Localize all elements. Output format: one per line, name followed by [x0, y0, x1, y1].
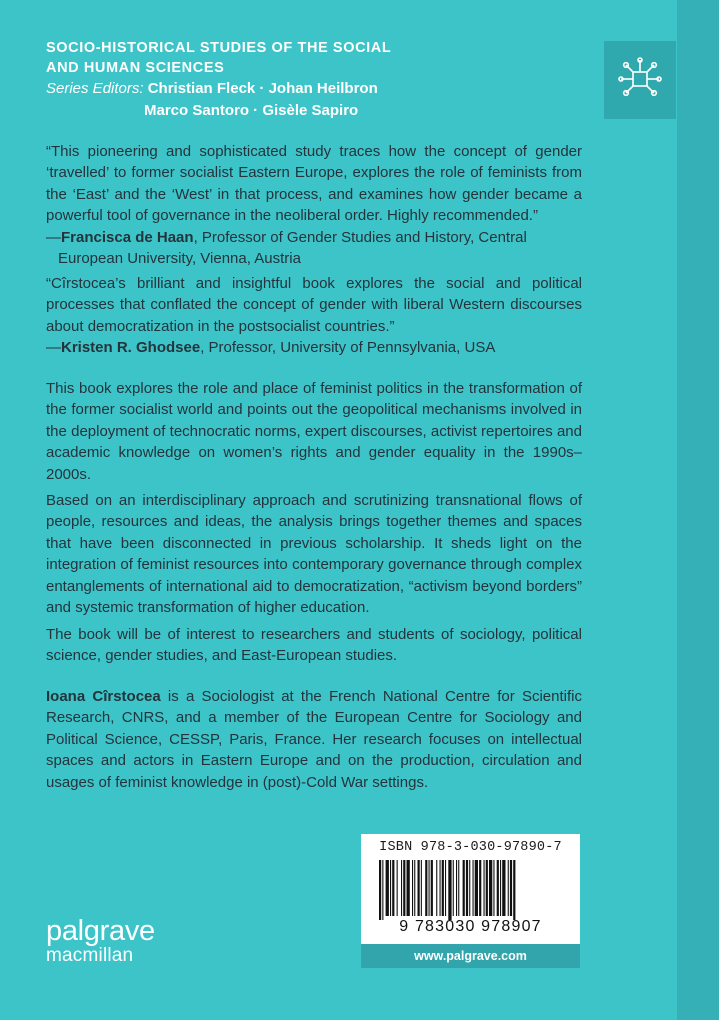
review-quote-2-text: “Cîrstocea’s brilliant and insightful book explores the social and political processes that conflated the concept of gender with liberal Western discourses about democratization in the postsocialist countries.”: [46, 275, 582, 335]
review-quote-1-attribution: [46, 227, 582, 270]
review-quote-1-affiliation-1: , Professor of Gender Studies and History, Central: [193, 228, 527, 246]
publisher-name-line1: palgrave: [46, 915, 155, 947]
barcode-bar: [448, 860, 451, 920]
barcode-bar: [502, 860, 505, 916]
author-bio-text: is a Sociologist at the French National Centre for Scientific Research, CNRS, and a member of the European Centre for Sociology and Political Science, CESSP, Paris, France. Her research focuses on intellectual spaces and actors in Eastern Europe and on the production, circulation and usages of feminist knowledge in (post)-Cold War settings.: [46, 688, 582, 791]
barcode-bar: [466, 860, 468, 916]
author-bio: [46, 686, 582, 793]
barcode-bar: [407, 860, 410, 916]
barcode-bar: [392, 860, 394, 916]
barcode-bar: [469, 860, 470, 916]
barcode-icon: [379, 860, 562, 920]
barcode-bar: [436, 860, 437, 916]
series-editors-line1: Christian Fleck · Johan Heilbron: [143, 80, 378, 97]
barcode-bar: [390, 860, 391, 916]
barcode-bar: [484, 860, 485, 916]
barcode-bar: [456, 860, 457, 916]
barcode-bar: [386, 860, 389, 916]
author-name: Ioana Cîrstocea: [46, 688, 161, 705]
barcode-bar: [429, 860, 430, 916]
review-quote-1: [46, 141, 582, 269]
description-paragraph-2: Based on an interdisciplinary approach and scrutinizing transnational flows of people, resources and ideas, the analysis brings together themes and spaces that have been disconnected in previous scholarship. It sheds light on the integration of feminist resources into contemporary governance through complex entanglements of international aid to democratization, “activism beyond borders” and systemic transformation of higher education.: [46, 492, 582, 617]
barcode-bar: [486, 860, 488, 916]
barcode-bar: [414, 860, 415, 916]
barcode-bar: [458, 860, 459, 916]
review-quote-2-attribution: [46, 337, 582, 358]
network-nodes-icon: [618, 57, 662, 101]
review-quote-1-author: Francisca de Haan: [61, 228, 194, 246]
barcode-bar: [382, 860, 383, 920]
review-quote-2-affiliation: , Professor, University of Pennsylvania, USA: [200, 339, 496, 357]
barcode-bar: [445, 860, 446, 916]
series-editors-label: Series Editors:: [46, 80, 144, 97]
barcode-bar: [412, 860, 413, 916]
barcode-bar: [403, 860, 405, 916]
barcode-bar: [513, 860, 515, 920]
review-quote-1-text: “This pioneering and sophisticated study traces how the concept of gender ‘travelled’ to former socialist Eastern Europe, explores the role of feminists from the ‘East’ and the ‘West’ in that process, and examines how gender became a powerful tool of governance in the neoliberal order. Highly recommended.”: [46, 143, 582, 225]
barcode-bar: [431, 860, 433, 916]
barcode-number: 9 783030 978907: [399, 918, 542, 935]
barcode-bar: [500, 860, 501, 916]
quote-dash: —: [46, 339, 61, 357]
barcode-bar: [379, 860, 381, 920]
publisher-logo: [46, 917, 155, 967]
series-editors-line2: Marco Santoro · Gisèle Sapiro: [144, 102, 359, 119]
quote-dash: —: [46, 228, 61, 246]
spine-edge: [677, 0, 719, 1020]
publisher-url-bar: [361, 944, 580, 968]
barcode-bar: [508, 860, 509, 916]
review-quote-2: [46, 273, 582, 359]
barcode-bar: [479, 860, 481, 916]
isbn-label: ISBN 978-3-030-97890-7: [379, 840, 562, 855]
series-title-line2: AND HUMAN SCIENCES: [46, 60, 225, 76]
barcode-bar: [475, 860, 478, 916]
series-header: [46, 38, 446, 122]
barcode-bar: [493, 860, 494, 916]
barcode-bar: [497, 860, 499, 916]
review-quote-1-affiliation-2: European University, Vienna, Austria: [58, 250, 301, 268]
barcode-bar: [442, 860, 444, 916]
barcode-bar: [463, 860, 465, 916]
publisher-name-line2: macmillan: [46, 945, 134, 966]
series-title: [46, 38, 446, 78]
barcode-bar: [401, 860, 402, 916]
series-logo: [604, 41, 676, 119]
barcode-bar: [510, 860, 512, 916]
barcode-bar: [418, 860, 420, 916]
description-paragraph-3: The book will be of interest to researchers and students of sociology, political science, gender studies, and East-European studies.: [46, 626, 582, 665]
series-editors: [46, 78, 446, 122]
publisher-url[interactable]: www.palgrave.com: [414, 949, 527, 963]
barcode-bar: [489, 860, 492, 916]
barcode-bar: [473, 860, 474, 916]
barcode-bar: [453, 860, 454, 916]
review-quote-2-author: Kristen R. Ghodsee: [61, 339, 201, 357]
barcode-bar: [425, 860, 427, 916]
barcode-bar: [421, 860, 422, 916]
description-paragraph-1: This book explores the role and place of feminist politics in the transformation of the former socialist world and points out the geopolitical mechanisms involved in the deployment of technocratic norms, expert discourses, activist repertoires and academic knowledge on women’s rights and gender equality in the 1990s–2000s.: [46, 380, 582, 483]
series-title-line1: SOCIO-HISTORICAL STUDIES OF THE SOCIAL: [46, 40, 392, 56]
barcode-bar: [397, 860, 398, 916]
barcode-bar: [440, 860, 441, 916]
